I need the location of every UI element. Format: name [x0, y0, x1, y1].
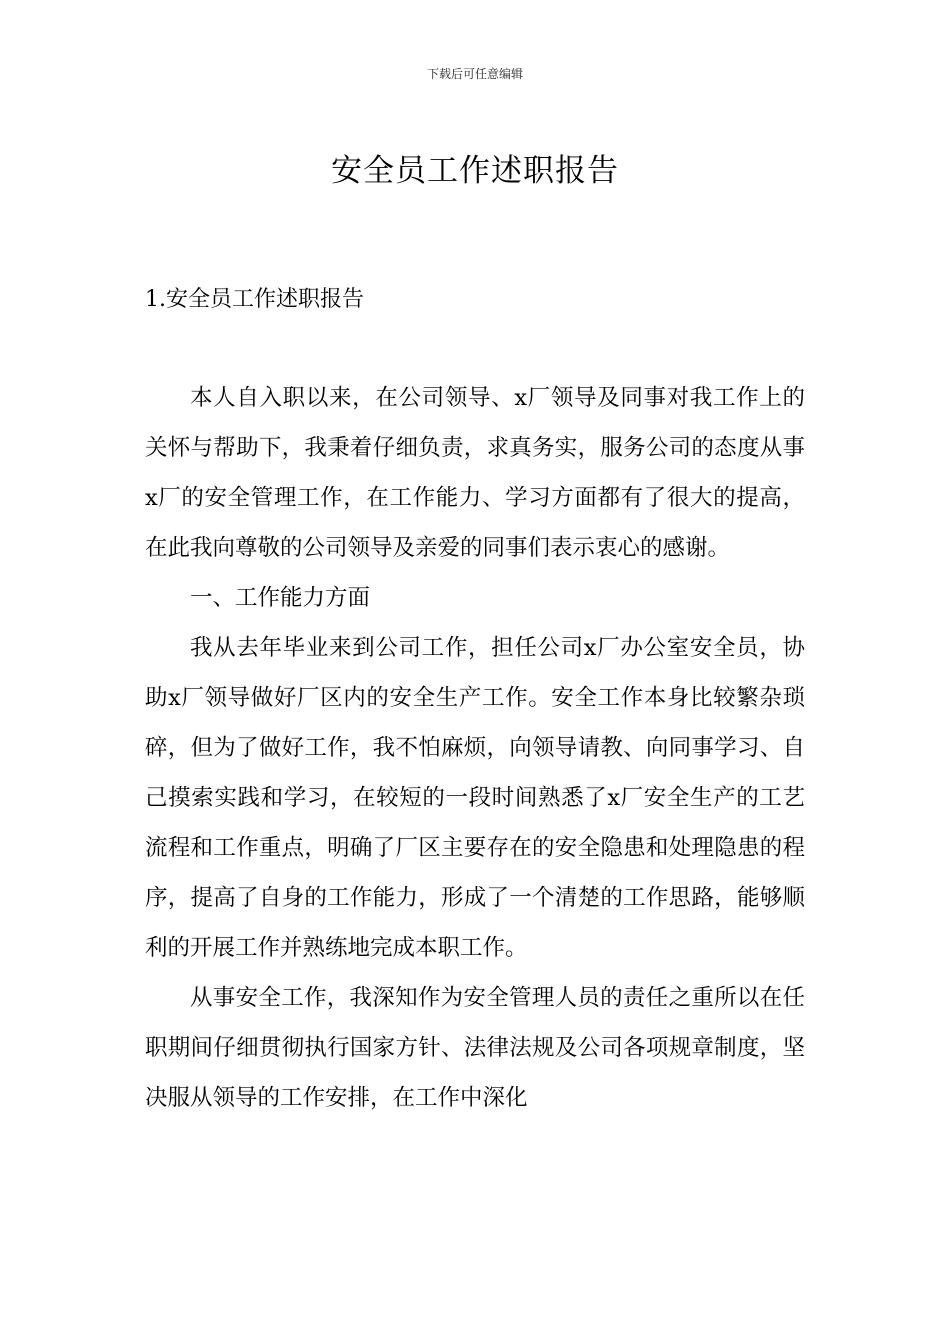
paragraph-safety-responsibility: 从事安全工作，我深知作为安全管理人员的责任之重所以在任职期间仔细贯彻执行国家方针、法律法规及公司各项规章制度，坚决服从领导的工作安排，在工作中深化	[145, 985, 805, 1111]
document-body	[145, 373, 805, 1123]
header-note: 下载后可任意编辑	[426, 67, 523, 81]
paragraph-work-ability: 我从去年毕业来到公司工作，担任公司x厂办公室安全员，协助x厂领导做好厂区内的安全生产工作。安全工作本身比较繁杂琐碎，但为了做好工作，我不怕麻烦，向领导请教、向同事学习、自己摸索实践和学习，在较短的一段时间熟悉了x厂安全生产的工艺流程和工作重点，明确了厂区主要存在的安全隐患和处理隐患的程序，提高了自身的工作能力，形成了一个清楚的工作思路，能够顺利的开展工作并熟练地完成本职工作。	[145, 635, 805, 961]
document-title: 安全员工作述职报告	[331, 152, 619, 189]
paragraph-intro: 本人自入职以来，在公司领导、x厂领导及同事对我工作上的关怀与帮助下，我秉着仔细负责，求真务实，服务公司的态度从事x厂的安全管理工作，在工作能力、学习方面都有了很大的提高，在此我向尊敬的公司领导及亲爱的同事们表示衷心的感谢。	[145, 385, 805, 561]
section-heading: 1.安全员工作述职报告	[145, 287, 364, 312]
subheading-work-ability: 一、工作能力方面	[190, 585, 371, 611]
